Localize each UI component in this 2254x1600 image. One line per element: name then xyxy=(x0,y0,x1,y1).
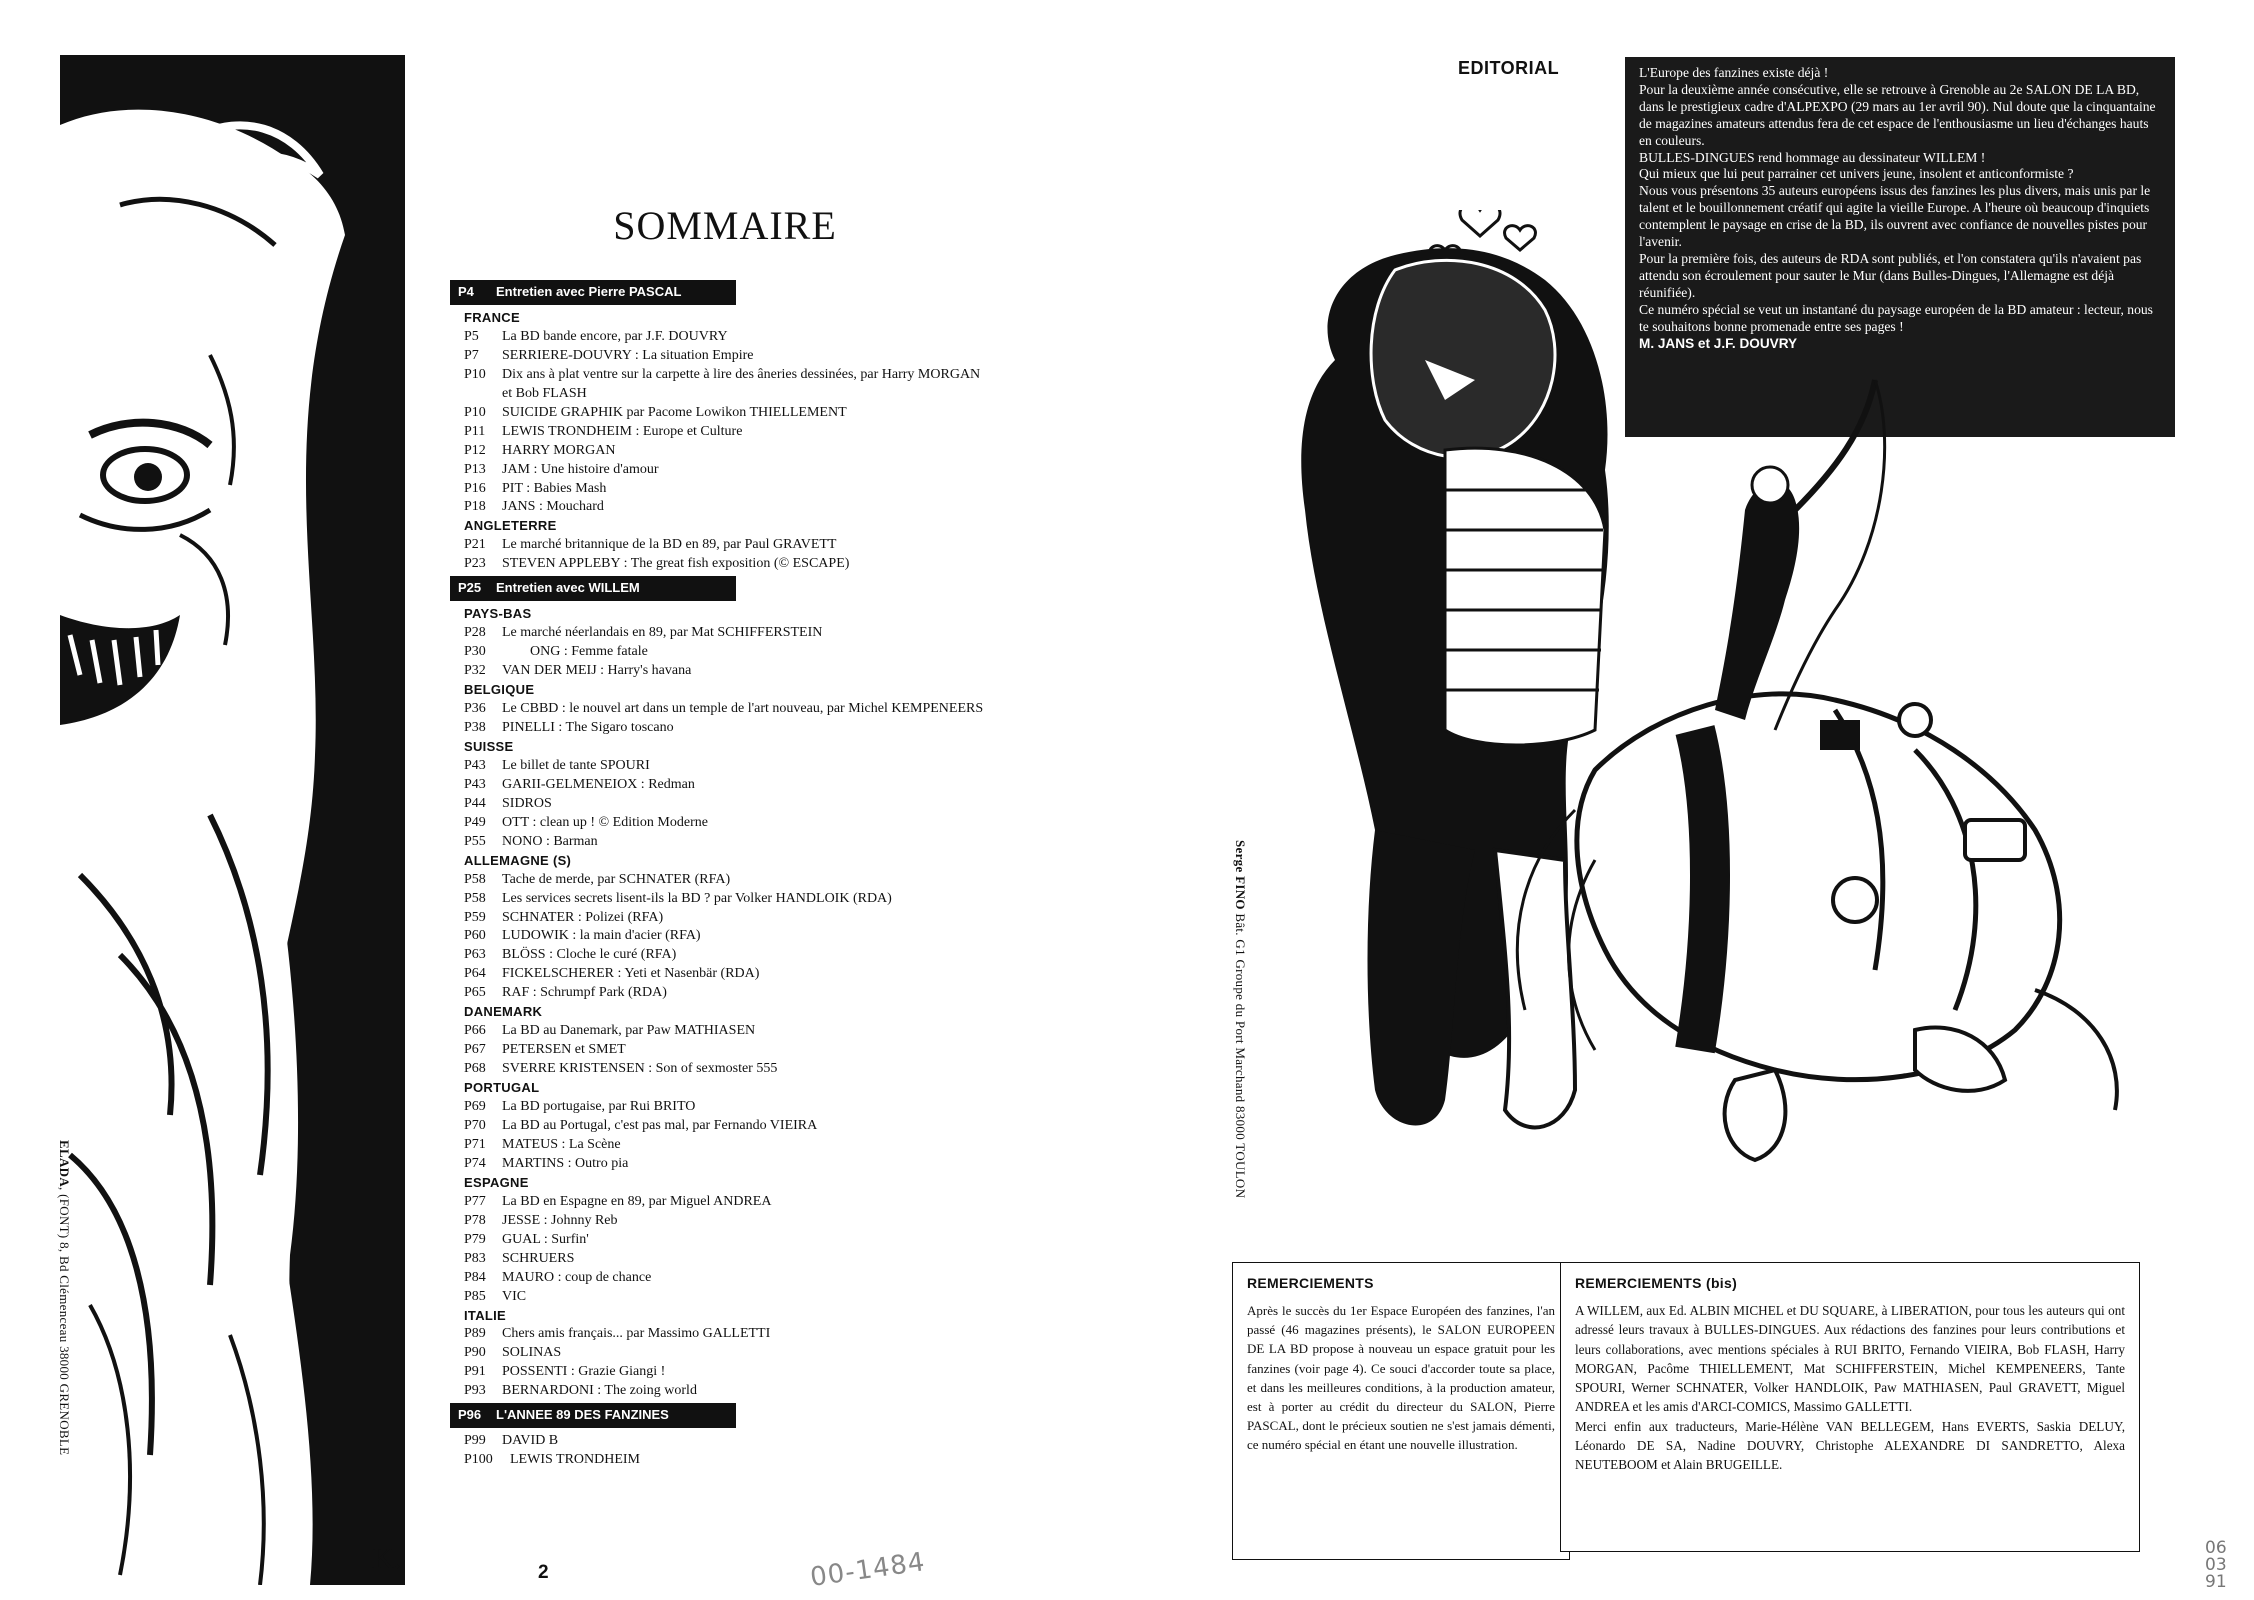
toc-entry-text: La BD portugaise, par Rui BRITO xyxy=(502,1099,696,1115)
toc-entry-text: Le marché britannique de la BD en 89, par Paul GRAVETT xyxy=(502,537,837,553)
toc-entry xyxy=(450,890,1070,909)
toc-entry xyxy=(450,927,1070,946)
thanks-title: REMERCIEMENTS xyxy=(1247,1275,1374,1291)
toc-section-bar xyxy=(450,280,736,305)
toc-entry xyxy=(450,498,1070,517)
toc-entry xyxy=(450,1382,1070,1401)
toc-country-heading: PORTUGAL xyxy=(464,1080,540,1096)
toc-entry xyxy=(450,833,1070,852)
toc-entry-text: SERRIERE-DOUVRY : La situation Empire xyxy=(502,347,754,363)
toc-page: P78 xyxy=(464,1212,486,1228)
toc-entry xyxy=(450,461,1070,480)
toc-entry xyxy=(450,1060,1070,1079)
toc-page: P85 xyxy=(464,1288,486,1304)
toc-page: P89 xyxy=(464,1326,486,1342)
toc-section-bar xyxy=(450,576,736,601)
toc-entry xyxy=(450,643,1070,662)
toc-entry-text: JAM : Une histoire d'amour xyxy=(502,461,659,477)
toc-entry-text: VAN DER MEIJ : Harry's havana xyxy=(502,663,692,679)
toc-page: P60 xyxy=(464,928,486,944)
toc-page: P13 xyxy=(464,461,486,477)
toc-entry xyxy=(450,624,1070,643)
toc-page: P10 xyxy=(464,366,486,382)
thanks-bis-title: REMERCIEMENTS (bis) xyxy=(1575,1275,1738,1291)
toc-entry-text: PIT : Babies Mash xyxy=(502,480,607,496)
toc-page: P10 xyxy=(464,404,486,420)
toc-entry xyxy=(450,984,1070,1003)
toc-country-heading: PAYS-BAS xyxy=(464,606,532,622)
editorial-signature: M. JANS et J.F. DOUVRY xyxy=(1639,335,1798,351)
toc-entry xyxy=(450,1432,1070,1451)
toc-entry-text: SCHNATER : Polizei (RFA) xyxy=(502,909,664,925)
toc-page: P12 xyxy=(464,442,486,458)
toc-entry-text: Tache de merde, par SCHNATER (RFA) xyxy=(502,871,731,887)
toc-page: P38 xyxy=(464,719,486,735)
toc-entry xyxy=(450,423,1070,442)
toc-page: P58 xyxy=(464,890,486,906)
toc-entry-text: La BD au Danemark, par Paw MATHIASEN xyxy=(502,1023,756,1039)
toc-section-title: Entretien avec Pierre PASCAL xyxy=(496,284,682,299)
toc-page: P18 xyxy=(464,499,486,515)
toc-page: P93 xyxy=(464,1383,486,1399)
toc-entry xyxy=(450,871,1070,890)
toc-page: P66 xyxy=(464,1023,486,1039)
toc-country-heading: ANGLETERRE xyxy=(464,518,557,534)
toc-country-heading: FRANCE xyxy=(464,309,520,325)
toc-entry xyxy=(450,1325,1070,1344)
toc-entry-text: La BD au Portugal, c'est pas mal, par Fernando VIEIRA xyxy=(502,1117,818,1133)
toc-entry-text: GUAL : Surfin' xyxy=(502,1231,589,1247)
thanks-bis-text-2: Merci enfin aux traducteurs, Marie-Hélène VAN BELLEGEM, Hans EVERTS, Saskia DELUY, Léonardo DE SA, Nadine DOUVRY, Christophe ALEXANDRE DI SANDRETTO, Alexa NEUTEBOOM et Alain BRUGEILLE. xyxy=(1575,1418,2125,1473)
toc-page: P4 xyxy=(458,284,474,299)
toc-page: P28 xyxy=(464,625,486,641)
toc-entry xyxy=(450,1231,1070,1250)
toc-page: P49 xyxy=(464,814,486,830)
toc-page: P91 xyxy=(464,1364,486,1380)
toc-entry-text: SCHRUERS xyxy=(502,1250,575,1266)
toc-page: P65 xyxy=(464,985,486,1001)
toc-entry xyxy=(450,1269,1070,1288)
date-stamp-line: 03 xyxy=(2205,1555,2227,1575)
toc-entry-text: SVERRE KRISTENSEN : Son of sexmoster 555 xyxy=(502,1061,778,1077)
toc-entry-text: Les services secrets lisent-ils la BD ? par Volker HANDLOIK (RDA) xyxy=(502,890,892,906)
toc-entry xyxy=(450,700,1070,719)
thanks-box xyxy=(1232,1262,1570,1560)
toc-page: P83 xyxy=(464,1250,486,1266)
thanks-text: Après le succès du 1er Espace Européen des fanzines, l'an passé (46 magazines présents), le SALON EUROPEEN DE LA BD propose à nouveau un espace gratuit pour les fanzines (voir page 4). Ce souci d'accorder toute sa place, et dans les meilleures conditions, à la production amateur, est à porter au crédit du directeur du SALON, Pierre PASCAL, dont le précieux soutien ne s'est jamais démenti, ce numéro spécial en étant une nouvelle illustration. xyxy=(1247,1303,1555,1453)
toc-entry-text: La BD en Espagne en 89, par Miguel ANDREA xyxy=(502,1193,772,1209)
toc-page: P100 xyxy=(464,1452,493,1468)
toc-entry xyxy=(450,1451,1070,1470)
editorial-paragraph: Pour la deuxième année consécutive, elle se retrouve à Grenoble au 2e SALON DE LA BD, dans le prestigieux cadre d'ALPEXPO (29 mars au 1er avril 90). Nul doute que la cinquantaine de magazines amateurs attendus fera de cet espace de l'enthousiasme un lieu d'échanges hauts en couleurs. xyxy=(1639,81,2156,148)
toc-page: P43 xyxy=(464,757,486,773)
toc-entry xyxy=(450,1041,1070,1060)
toc-page: P77 xyxy=(464,1193,486,1209)
right-credit-artist: Serge FINO xyxy=(1233,840,1248,910)
toc-page: P25 xyxy=(458,580,482,596)
editorial-heading: EDITORIAL xyxy=(1458,58,1560,78)
toc-entry-continuation: et Bob FLASH xyxy=(502,385,587,401)
right-artist-credit xyxy=(1232,840,1248,1198)
toc-page: P32 xyxy=(464,663,486,679)
date-stamp-line: 91 xyxy=(2205,1572,2227,1592)
toc-entry-text: JESSE : Johnny Reb xyxy=(502,1212,618,1228)
toc-page: P58 xyxy=(464,871,486,887)
toc-entry-text: JANS : Mouchard xyxy=(502,499,604,515)
toc-entry xyxy=(450,442,1070,461)
toc-section-bar xyxy=(450,1403,736,1428)
toc-entry xyxy=(450,404,1070,423)
toc-page: P90 xyxy=(464,1345,486,1361)
toc-entry xyxy=(450,480,1070,499)
handwritten-stamp: 00-1484 xyxy=(808,1547,928,1593)
page-number: 2 xyxy=(538,1562,549,1583)
toc-page: P21 xyxy=(464,537,486,553)
toc-page: P96 xyxy=(458,1407,482,1423)
editorial-paragraph: Qui mieux que lui peut parrainer cet univers jeune, insolent et anticonformiste ? xyxy=(1639,166,2074,182)
editorial-paragraph: BULLES-DINGUES rend hommage au dessinateur WILLEM ! xyxy=(1639,149,1986,165)
right-credit-address: Bât. G1 Groupe du Port Marchand 83000 TOULON xyxy=(1233,909,1248,1199)
toc-page: P23 xyxy=(464,556,486,572)
toc-entry-text: La BD bande encore, par J.F. DOUVRY xyxy=(502,328,728,344)
toc-page: P16 xyxy=(464,480,486,496)
toc-entry-text: ONG : Femme fatale xyxy=(502,644,648,660)
toc-entry-text: OTT : clean up ! © Edition Moderne xyxy=(502,814,708,830)
artist-signature: K. xyxy=(372,1542,402,1575)
toc-entry xyxy=(450,555,1070,574)
toc-entry-text: MAURO : coup de chance xyxy=(502,1269,652,1285)
toc-page: P59 xyxy=(464,909,486,925)
toc-entry xyxy=(450,757,1070,776)
left-artist-credit xyxy=(56,1140,72,1455)
toc-country-heading: DANEMARK xyxy=(464,1004,543,1020)
toc-entry-text: SOLINAS xyxy=(502,1345,562,1361)
left-illustration xyxy=(60,55,405,1585)
toc-entry-text: NONO : Barman xyxy=(502,833,598,849)
toc-page: P11 xyxy=(464,423,486,439)
toc-entry xyxy=(450,662,1070,681)
toc-entry xyxy=(450,1344,1070,1363)
toc-entry xyxy=(450,946,1070,965)
toc-page: P55 xyxy=(464,833,486,849)
thanks-bis-box xyxy=(1560,1262,2140,1552)
toc-section-title: Entretien avec WILLEM xyxy=(496,580,640,596)
toc-entry xyxy=(450,1136,1070,1155)
editorial-paragraph: Nous vous présentons 35 auteurs européens issus des fanzines les plus divers, mais unis par le talent et le bouillonnement créatif qui agite la vieille Europe. A l'heure où beaucoup d'inquiets contemplent le paysage en crise de la BD, ils ouvrent avec confiance de nouvelles pistes pour l'avenir. xyxy=(1639,183,2151,250)
toc-entry-text: MARTINS : Outro pia xyxy=(502,1155,629,1171)
toc-entry-text: DAVID B xyxy=(502,1433,559,1449)
toc-entry xyxy=(450,1212,1070,1231)
toc-entry-text: SIDROS xyxy=(502,795,552,811)
toc-entry-text: RAF : Schrumpf Park (RDA) xyxy=(502,985,667,1001)
toc-entry xyxy=(450,814,1070,833)
toc-entry xyxy=(450,776,1070,795)
toc-entry-text: GARII-GELMENEIOX : Redman xyxy=(502,776,695,792)
editorial-paragraph: L'Europe des fanzines existe déjà ! xyxy=(1639,65,1829,80)
toc-page: P79 xyxy=(464,1231,486,1247)
toc-entry-text: STEVEN APPLEBY : The great fish exposition (© ESCAPE) xyxy=(502,556,850,572)
toc-entry xyxy=(450,1098,1070,1117)
toc-page: P30 xyxy=(464,644,486,660)
thanks-bis-text: A WILLEM, aux Ed. ALBIN MICHEL et DU SQUARE, à LIBERATION, pour tous les auteurs qui ont adressé leurs travaux à BULLES-DINGUES. Aux rédactions des fanzines pour leurs contributions et leurs collaborations, avec mentions spéciales à RUI BRITO, Fernando VIEIRA, Bob FLASH, Harry MORGAN, Pacôme THIELLEMENT, Mat SCHIFFERSTEIN, Michel KEMPENEERS, Tante SPOURI, Werner SCHNATER, Volker HANDLOIK, Paw MATHIASEN, Paul GRAVETT, Miguel ANDREA et les amis d'ARCI-COMICS, Massimo GALLETTI. xyxy=(1575,1303,2125,1415)
toc-page: P71 xyxy=(464,1136,486,1152)
left-credit-address: , (FONT) 8, Bd Clémenceau 38000 GRENOBLE xyxy=(57,1187,72,1456)
toc-entry-text: Chers amis français... par Massimo GALLETTI xyxy=(502,1326,771,1342)
right-illustration xyxy=(1275,210,2165,1240)
toc-entry-text: VIC xyxy=(502,1288,527,1304)
toc-country-heading: ESPAGNE xyxy=(464,1174,529,1190)
toc-entry-text: MATEUS : La Scène xyxy=(502,1136,621,1152)
toc-entry-text: LEWIS TRONDHEIM : Europe et Culture xyxy=(502,423,743,439)
toc-page: P44 xyxy=(464,795,486,811)
toc-entry xyxy=(450,719,1070,738)
editorial-paragraph: Ce numéro spécial se veut un instantané du paysage européen de la BD amateur : lecteur, nous te souhaitons bonne promenade entre ses pages ! xyxy=(1639,301,2153,334)
toc-entry xyxy=(450,1193,1070,1212)
table-of-contents xyxy=(450,278,1070,1470)
toc-entry xyxy=(450,1022,1070,1041)
toc-entry xyxy=(450,1117,1070,1136)
toc-page: P7 xyxy=(464,347,479,363)
toc-entry xyxy=(450,795,1070,814)
toc-page: P69 xyxy=(464,1099,486,1115)
toc-entry-text: FICKELSCHERER : Yeti et Nasenbär (RDA) xyxy=(502,966,760,982)
toc-entry xyxy=(450,1288,1070,1307)
toc-page: P43 xyxy=(464,776,486,792)
toc-entry xyxy=(450,328,1070,347)
toc-country-heading: ITALIE xyxy=(464,1307,506,1323)
toc-page: P64 xyxy=(464,966,486,982)
toc-page: P84 xyxy=(464,1269,486,1285)
toc-entry xyxy=(450,536,1070,555)
toc-entry xyxy=(450,1363,1070,1382)
toc-page: P74 xyxy=(464,1155,486,1171)
toc-entry-text: PINELLI : The Sigaro toscano xyxy=(502,719,674,735)
toc-entry-text: LUDOWIK : la main d'acier (RFA) xyxy=(502,928,701,944)
toc-entry xyxy=(450,1155,1070,1174)
toc-entry-text: LEWIS TRONDHEIM xyxy=(510,1452,641,1468)
toc-page: P99 xyxy=(464,1433,486,1449)
toc-entry-text: POSSENTI : Grazie Giangi ! xyxy=(502,1364,666,1380)
toc-entry xyxy=(450,366,1070,385)
toc-page: P67 xyxy=(464,1042,486,1058)
date-stamp xyxy=(2205,1540,2227,1591)
toc-entry-text: BERNARDONI : The zoing world xyxy=(502,1383,697,1399)
toc-entry-text: Le marché néerlandais en 89, par Mat SCHIFFERSTEIN xyxy=(502,625,823,641)
toc-entry-text: HARRY MORGAN xyxy=(502,442,616,458)
sommaire-title: SOMMAIRE xyxy=(613,203,837,248)
toc-section-title: L'ANNEE 89 DES FANZINES xyxy=(496,1407,669,1423)
toc-country-heading: ALLEMAGNE (S) xyxy=(464,852,572,868)
toc-entry xyxy=(450,909,1070,928)
toc-entry xyxy=(450,965,1070,984)
date-stamp-line: 06 xyxy=(2205,1538,2227,1558)
toc-entry-text: Dix ans à plat ventre sur la carpette à lire des âneries dessinées, par Harry MORGAN xyxy=(502,366,981,382)
toc-page: P36 xyxy=(464,701,486,717)
toc-country-heading: BELGIQUE xyxy=(464,682,535,698)
toc-entry-text: Le billet de tante SPOURI xyxy=(502,757,650,773)
toc-entry-text: Le CBBD : le nouvel art dans un temple de l'art nouveau, par Michel KEMPENEERS xyxy=(502,701,984,717)
toc-country-heading: SUISSE xyxy=(464,738,514,754)
toc-page: P70 xyxy=(464,1117,486,1133)
toc-page: P68 xyxy=(464,1061,486,1077)
toc-entry-text: PETERSEN et SMET xyxy=(502,1042,626,1058)
toc-entry xyxy=(450,347,1070,366)
toc-entry-text: BLÖSS : Cloche le curé (RFA) xyxy=(502,947,677,963)
toc-page: P63 xyxy=(464,947,486,963)
left-credit-artist: ELADA xyxy=(57,1140,72,1188)
toc-entry xyxy=(450,1250,1070,1269)
editorial-paragraph: Pour la première fois, des auteurs de RDA sont publiés, et l'on constatera qu'ils n'avaient pas attendu son écroulement pour sauter le Mur (dans Bulles-Dingues, l'Allemagne est déjà réunifiée). xyxy=(1639,250,2142,300)
toc-page: P5 xyxy=(464,328,479,344)
toc-entry-text: SUICIDE GRAPHIK par Pacome Lowikon THIELLEMENT xyxy=(502,404,847,420)
